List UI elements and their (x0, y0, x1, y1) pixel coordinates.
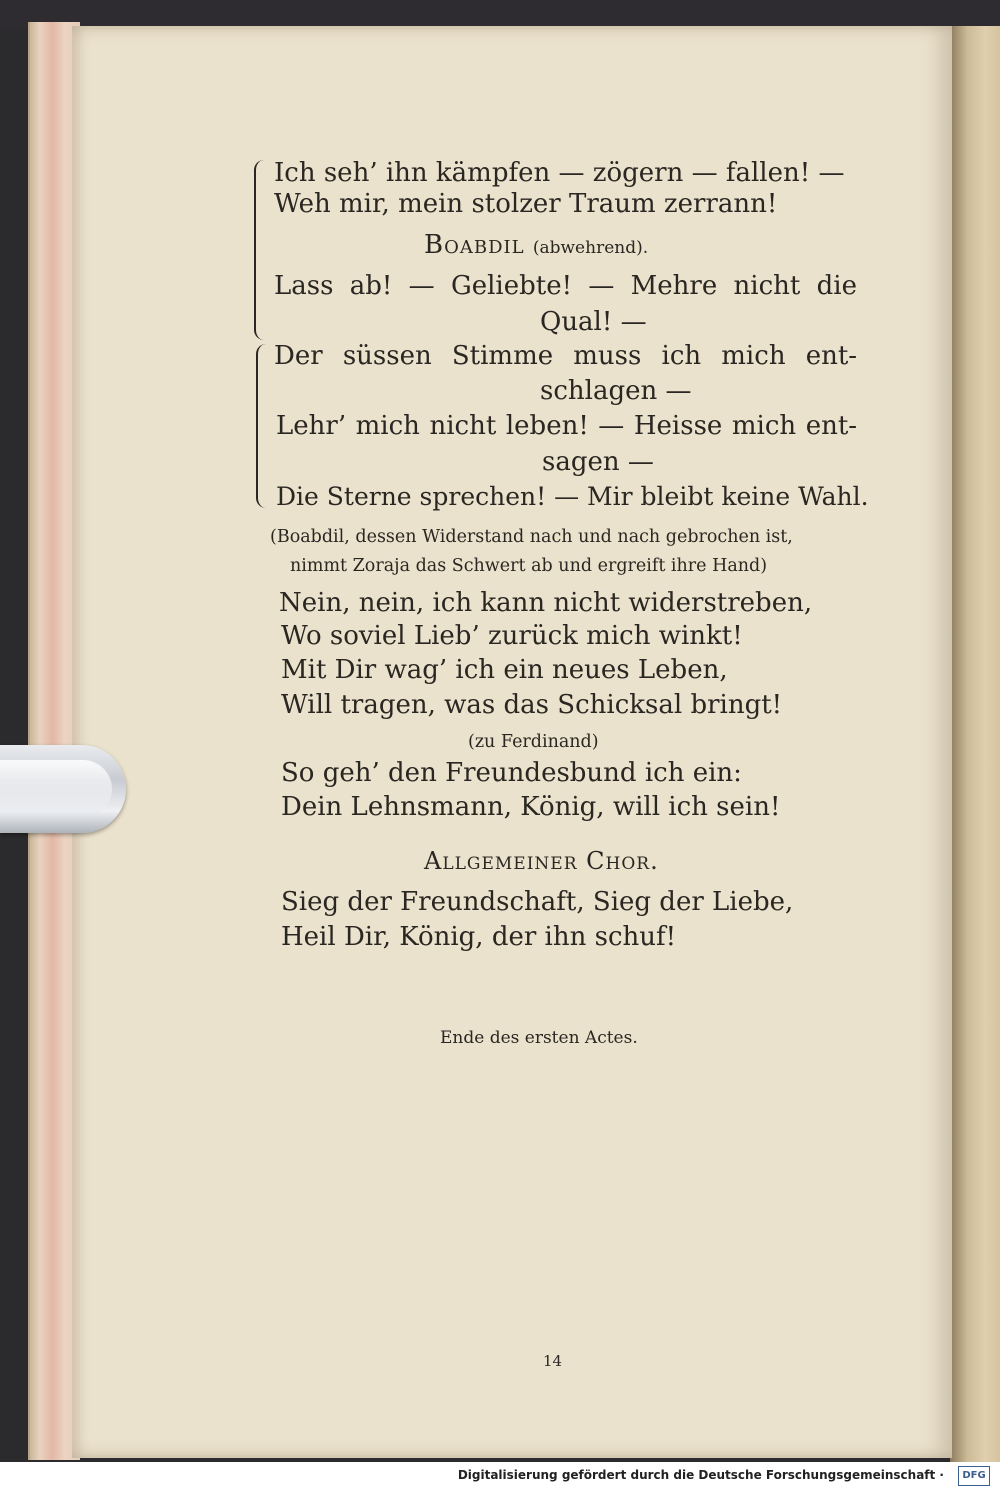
verse-line: Lehr’ mich nicht leben! — Heisse mich ent- (276, 411, 858, 441)
verse-line: Will tragen, was das Schicksal bringt! (281, 690, 783, 720)
page-holder-clip-highlight (0, 760, 112, 818)
stage-direction: (zu Ferdinand) (468, 732, 599, 752)
page-number: 14 (543, 1352, 563, 1370)
verse-line: Der süssen Stimme muss ich mich ent- (274, 341, 858, 371)
speaker-heading (424, 230, 648, 263)
verse-line: schlagen — (540, 376, 692, 406)
speaker-heading: Allgemeiner Chor. (424, 847, 659, 875)
speaker-direction: (abwehrend). (532, 238, 649, 258)
footer-credit: Digitalisierung gefördert durch die Deutsche Forschungsgemeinschaft · (457, 1468, 944, 1482)
bracket-top (254, 160, 264, 340)
stage-direction: (Boabdil, dessen Widerstand nach und nach gebrochen ist, (270, 527, 793, 547)
verse-line: sagen — (542, 447, 654, 477)
verse-line: Weh mir, mein stolzer Traum zerrann! (274, 189, 778, 219)
speaker-name: Boabdil (424, 230, 525, 260)
adjacent-page-strip (950, 26, 1000, 1462)
verse-line: So geh’ den Freundesbund ich ein: (281, 758, 742, 788)
verse-line: Nein, nein, ich kann nicht widerstreben, (279, 588, 813, 618)
verse-line: Die Sterne sprechen! — Mir bleibt keine Wahl. (276, 482, 869, 511)
dfg-logo: DFG (958, 1466, 990, 1486)
bracket-bottom (256, 344, 266, 508)
verse-line: Mit Dir wag’ ich ein neues Leben, (281, 655, 728, 685)
verse-line: Dein Lehnsmann, König, will ich sein! (281, 792, 781, 822)
verse-line: Sieg der Freundschaft, Sieg der Liebe, (281, 887, 794, 917)
verse-line: Wo soviel Lieb’ zurück mich winkt! (281, 621, 743, 651)
end-note: Ende des ersten Actes. (440, 1028, 638, 1048)
verse-line: Lass ab! — Geliebte! — Mehre nicht die (274, 271, 857, 301)
verse-line: Ich seh’ ihn kämpfen — zögern — fallen! — (274, 158, 845, 188)
scan-background-top (0, 0, 1000, 28)
stage-direction: nimmt Zoraja das Schwert ab und ergreift ihre Hand) (290, 556, 768, 576)
verse-line: Heil Dir, König, der ihn schuf! (281, 922, 677, 952)
verse-line: Qual! — (540, 307, 647, 337)
